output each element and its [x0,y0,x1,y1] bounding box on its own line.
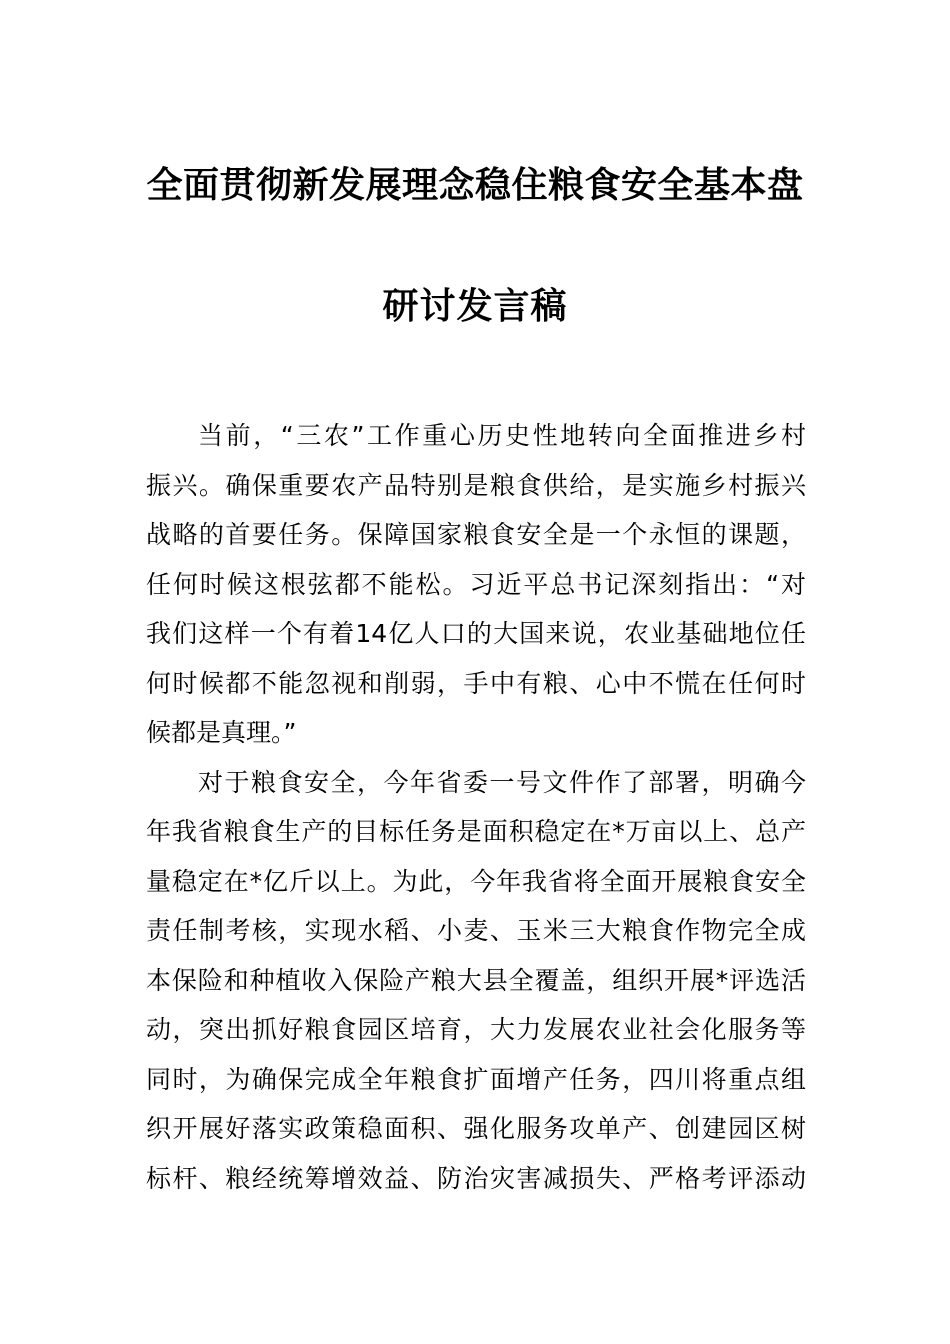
text-line: 振兴。确保重要农产品特别是粮食供给，是实施乡村振兴 [146,470,806,500]
paragraph-2 [146,758,806,1204]
text-line: 责任制考核，实现水稻、小麦、玉米三大粮食作物完全成 [146,916,806,945]
document-title: 全面贯彻新发展理念稳住粮食安全基本盘 [146,164,804,206]
text-line: 标杆、粮经统筹增效益、防治灾害减损失、严格考评添动 [146,1163,806,1193]
document-subtitle: 研讨发言稿 [382,285,568,327]
text-line: 同时，为确保完成全年粮食扩面增产任务，四川将重点组 [146,1064,806,1094]
text-line: 战略的首要任务。保障国家粮食安全是一个永恒的课题， [146,520,806,549]
text-line: 任何时候这根弦都不能松。习近平总书记深刻指出：“对 [146,569,806,599]
text-line: 织开展好落实政策稳面积、强化服务攻单产、创建园区树 [146,1114,806,1143]
paragraph-1 [146,411,806,758]
text-line: 候都是真理。” [146,718,297,747]
document-body [146,411,806,1203]
text-line: 对于粮食安全，今年省委一号文件作了部署，明确今 [198,767,806,797]
text-line: 本保险和种植收入保险产粮大县全覆盖，组织开展*评选活 [146,965,806,995]
text-line: 当前，“三农”工作重心历史性地转向全面推进乡村 [198,421,806,450]
text-line: 年我省粮食生产的目标任务是面积稳定在*万亩以上、总产 [146,817,806,846]
text-line: 动，突出抓好粮食园区培育，大力发展农业社会化服务等 [146,1015,806,1044]
text-line: 何时候都不能忽视和削弱，手中有粮、心中不慌在任何时 [146,668,806,698]
text-line: 量稳定在*亿斤以上。为此，今年我省将全面开展粮食安全 [146,866,806,896]
text-line: 我们这样一个有着14亿人口的大国来说，农业基础地位任 [146,619,806,648]
